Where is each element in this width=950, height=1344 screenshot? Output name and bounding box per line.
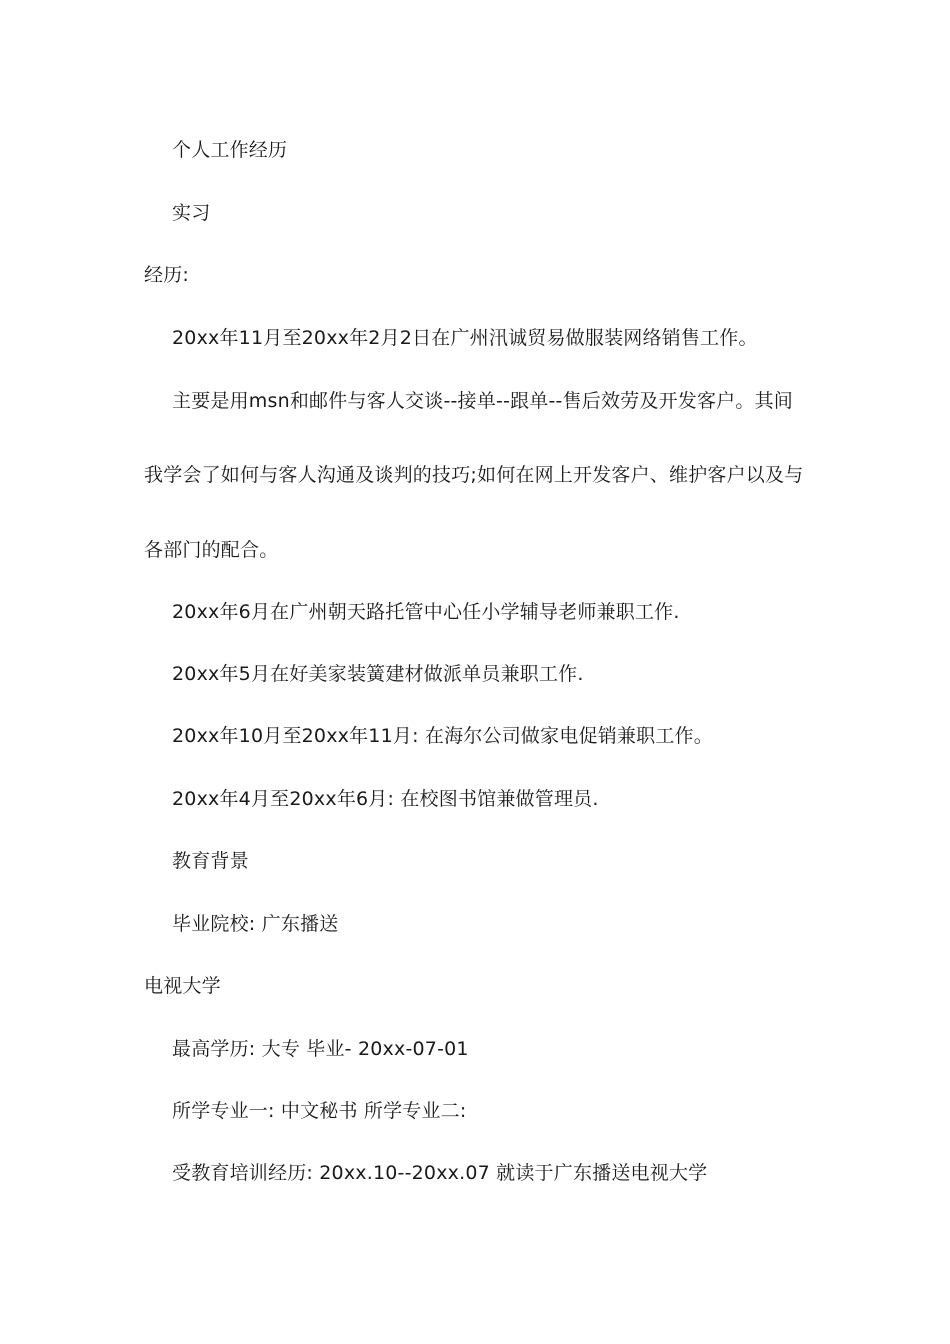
- major-line: 所学专业一: 中文秘书 所学专业二:: [172, 1100, 467, 1122]
- work-entry-description: 主要是用msn和邮件与客人交谈--接单--跟单--售后效劳及开发客户。其间: [172, 390, 793, 412]
- experience-label: 经历:: [144, 264, 190, 286]
- school-line-continued: 电视大学: [144, 975, 221, 997]
- education-heading: 教育背景: [172, 850, 249, 872]
- work-entry: 20xx年5月在好美家装簧建材做派单员兼职工作.: [172, 663, 584, 685]
- work-entry-description: 我学会了如何与客人沟通及谈判的技巧;如何在网上开发客户、维护客户以及与: [144, 464, 804, 486]
- school-line: 毕业院校: 广东播送: [172, 913, 339, 935]
- work-entry: 20xx年10月至20xx年11月: 在海尔公司做家电促销兼职工作。: [172, 725, 713, 747]
- work-entry-description: 各部门的配合。: [144, 539, 279, 561]
- work-entry: 20xx年4月至20xx年6月: 在校图书馆兼做管理员.: [172, 788, 599, 810]
- work-history-heading: 个人工作经历: [172, 139, 288, 161]
- training-line: 受教育培训经历: 20xx.10--20xx.07 就读于广东播送电视大学: [172, 1162, 708, 1184]
- internship-label: 实习: [172, 202, 211, 224]
- degree-line: 最高学历: 大专 毕业- 20xx-07-01: [172, 1038, 469, 1060]
- work-entry: 20xx年11月至20xx年2月2日在广州汛诚贸易做服装网络销售工作。: [172, 327, 758, 349]
- work-entry: 20xx年6月在广州朝天路托管中心任小学辅导老师兼职工作.: [172, 601, 680, 623]
